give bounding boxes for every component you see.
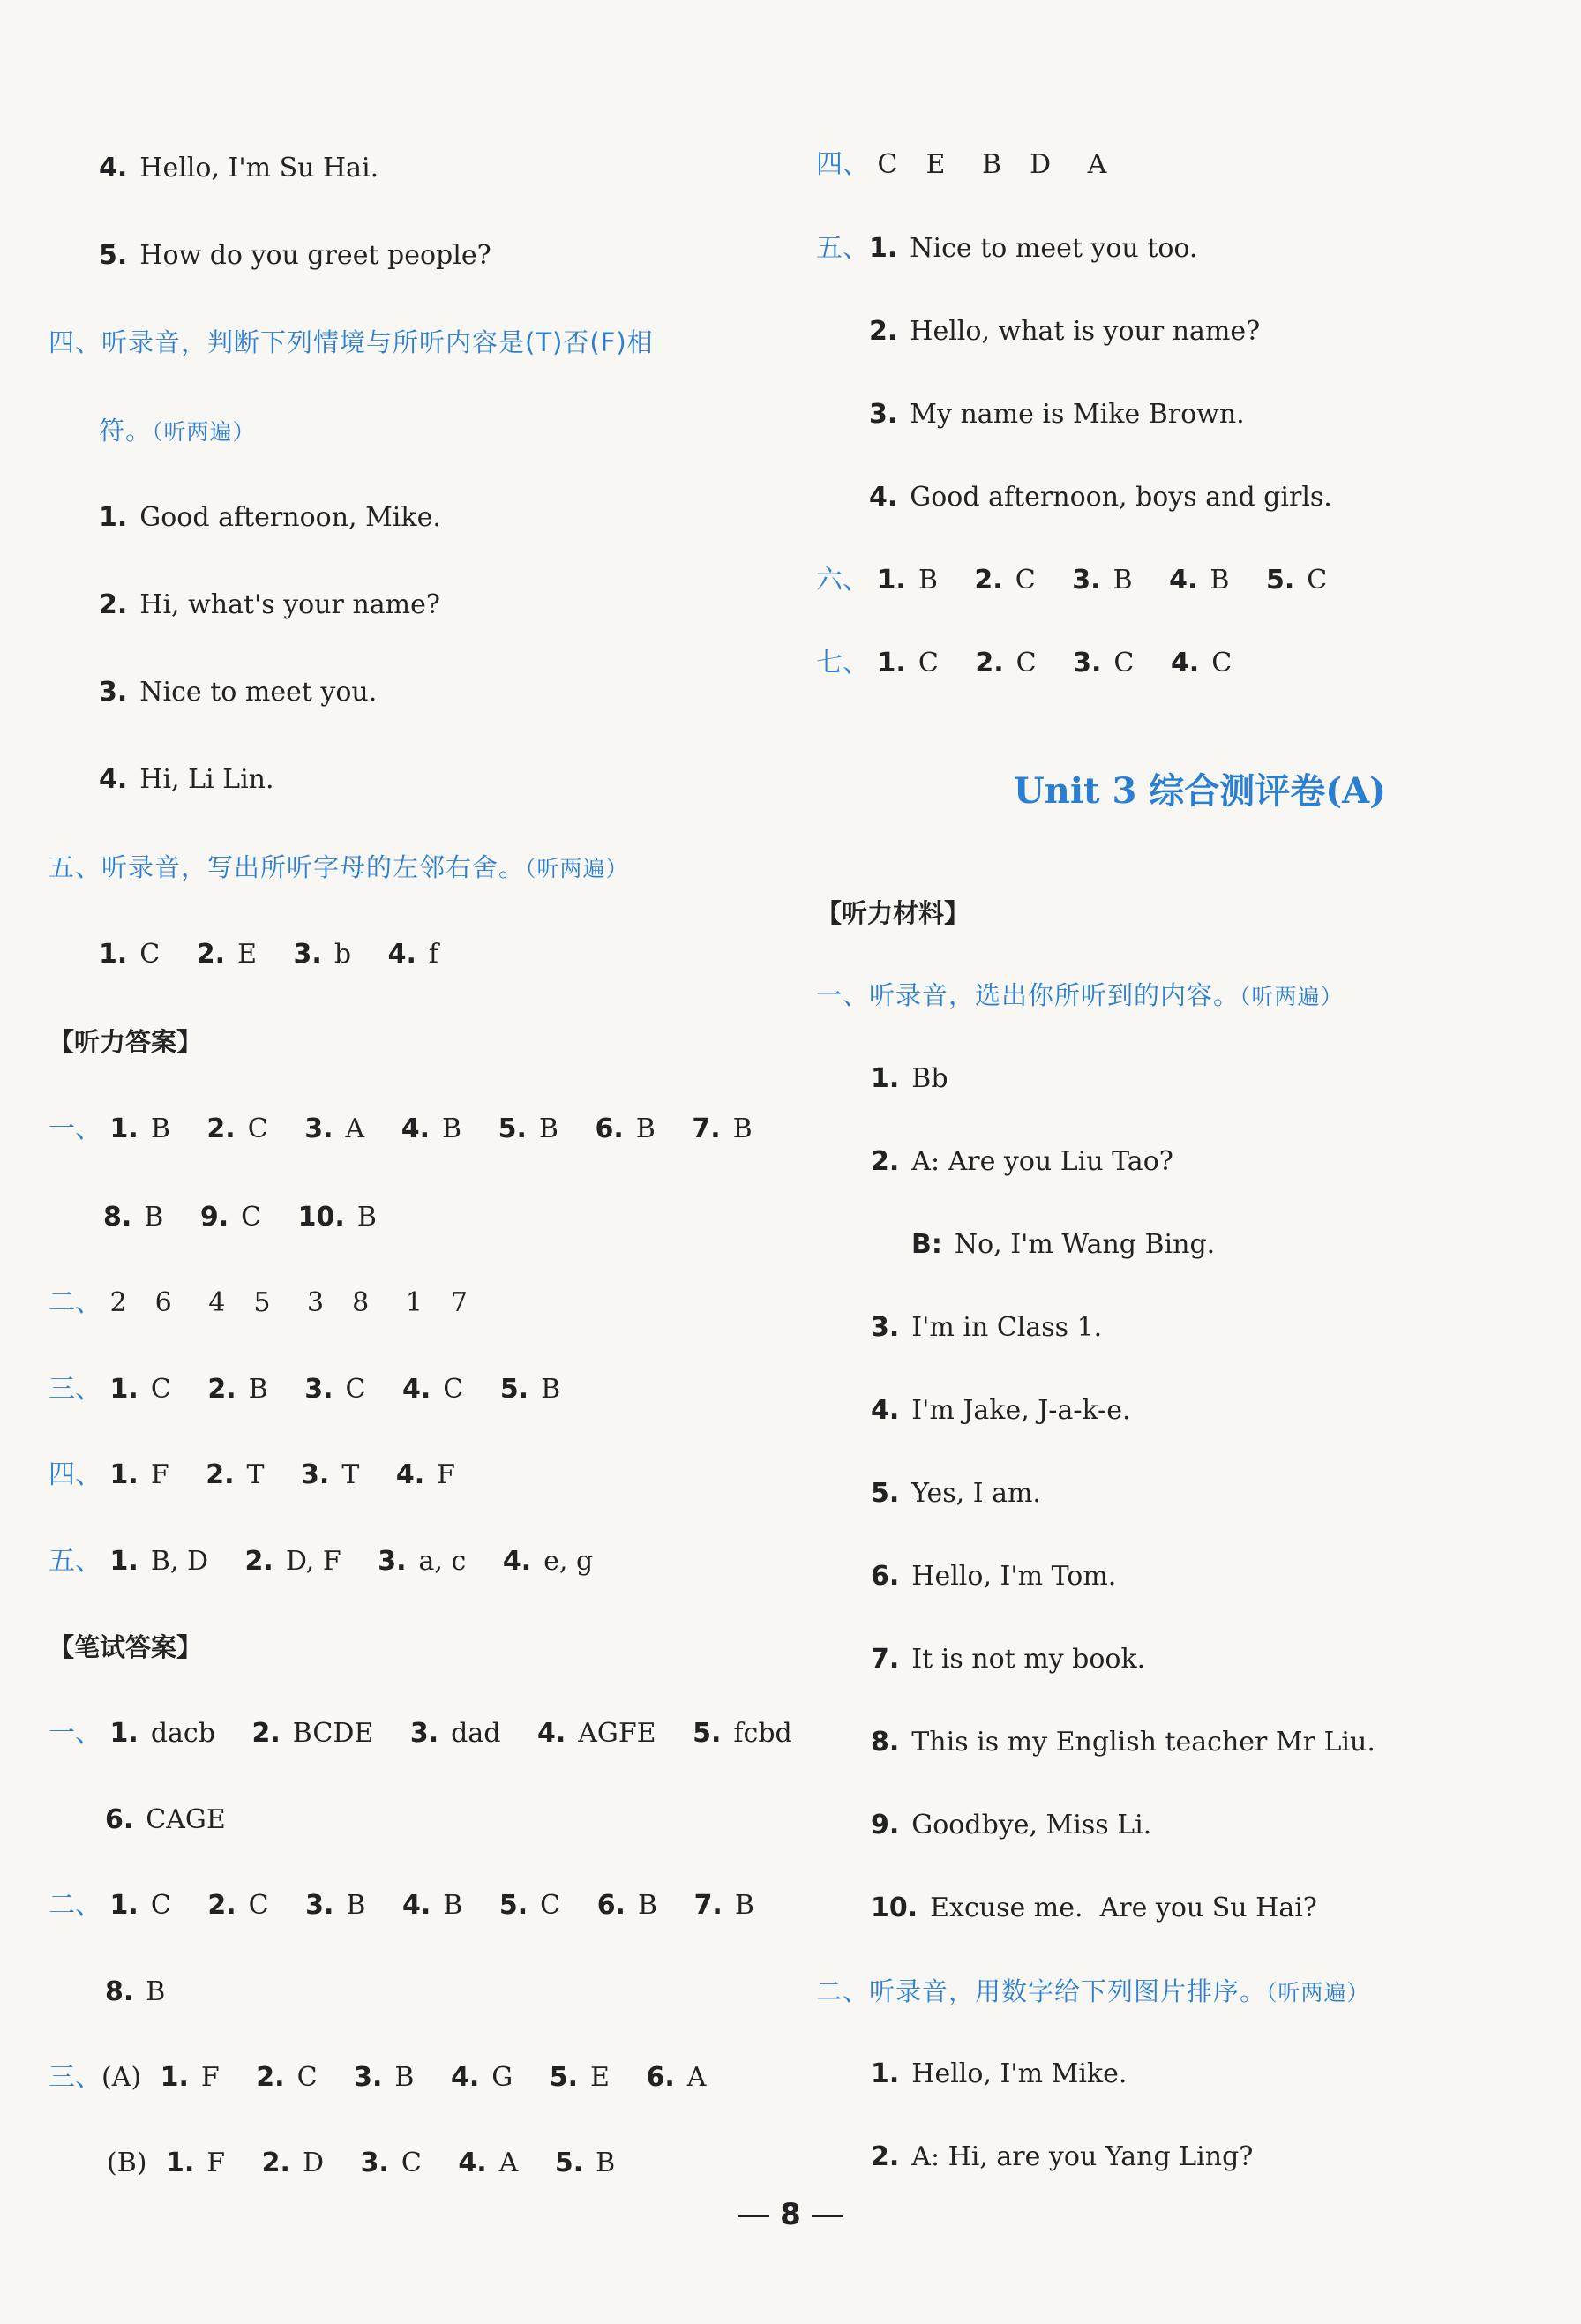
text-span: 2.: [871, 2141, 900, 2172]
text-span: 二、: [49, 1287, 101, 1318]
text-span: C: [443, 1374, 464, 1405]
text-span: 2.: [207, 1890, 236, 1921]
text-span: C: [918, 648, 939, 678]
text-span: C: [247, 1113, 268, 1144]
answer-row: [105, 1803, 254, 1838]
text-span: (A): [101, 2062, 142, 2093]
list-item: [871, 1808, 1151, 1843]
text-span: B: [248, 1374, 268, 1405]
text-span: F: [437, 1459, 455, 1490]
text-span: a, c: [418, 1546, 467, 1577]
text-span: 4.: [99, 153, 128, 184]
list-item: [871, 1725, 1375, 1760]
text-span: 2.: [196, 939, 226, 970]
text-span: 2.: [869, 316, 898, 347]
section-heading: [49, 850, 629, 887]
text-span: B:: [911, 1229, 942, 1260]
text-span: 1.: [109, 1113, 139, 1144]
text-span: Good afternoon, boys and girls.: [910, 482, 1332, 513]
text-span: （听两遍）: [1266, 1980, 1370, 2005]
text-span: B: [356, 1202, 377, 1233]
text-span: F: [200, 2062, 220, 2093]
text-span: 5.: [99, 240, 128, 271]
text-span: E: [925, 149, 946, 180]
text-span: B: [144, 1202, 164, 1233]
answer-row: [49, 2060, 734, 2095]
answer-row: [49, 1716, 820, 1751]
answer-row: [105, 1975, 193, 2010]
text-span: Hello, what is your name?: [910, 316, 1261, 347]
text-span: Hi, what's your name?: [139, 589, 440, 620]
text-span: 1.: [871, 2058, 900, 2089]
text-span: 1.: [166, 2148, 195, 2178]
text-span: B: [1210, 565, 1230, 596]
text-span: C: [1015, 648, 1037, 678]
text-span: B: [637, 1890, 658, 1921]
text-span: b: [333, 939, 352, 970]
text-span: B: [732, 1113, 753, 1144]
text-span: Hi, Li Lin.: [139, 764, 274, 795]
text-span: 3.: [293, 939, 322, 970]
text-span: 4.: [502, 1546, 532, 1577]
text-span: B: [394, 2062, 415, 2093]
text-span: 4.: [1170, 648, 1200, 678]
list-item: [871, 1061, 948, 1097]
text-span: 8.: [871, 1727, 900, 1758]
text-span: B: [150, 1113, 170, 1144]
text-span: 2.: [207, 1374, 236, 1405]
list-item: [871, 2057, 1127, 2092]
text-span: 2.: [975, 648, 1004, 678]
text-span: 10.: [297, 1202, 345, 1233]
text-span: f: [428, 939, 438, 970]
text-span: 6.: [646, 2062, 675, 2093]
text-span: 2.: [206, 1459, 235, 1490]
text-span: C: [139, 939, 161, 970]
list-item: [911, 1227, 1215, 1263]
text-span: Hello, I'm Su Hai.: [139, 153, 379, 184]
answer-row: [49, 1888, 783, 1923]
text-span: Nice to meet you too.: [910, 233, 1198, 264]
text-span: （听两遍）: [152, 419, 256, 445]
text-span: T: [246, 1459, 265, 1490]
text-span: A: [686, 2062, 707, 2093]
text-span: 五、: [816, 233, 869, 264]
text-span: 3.: [409, 1718, 439, 1749]
text-span: fcbd: [733, 1718, 792, 1749]
text-span: E: [590, 2062, 610, 2093]
text-span: 3.: [871, 1312, 900, 1343]
list-item: [816, 231, 1197, 266]
text-span: 1.: [871, 1063, 900, 1094]
text-span: 3.: [1073, 648, 1102, 678]
text-span: 1.: [877, 565, 906, 596]
list-item: [871, 1559, 1116, 1594]
dash-left: [738, 2215, 769, 2217]
text-span: B: [981, 149, 1002, 180]
text-span: dad: [451, 1718, 501, 1749]
list-item: [869, 397, 1245, 432]
text-span: 4.: [402, 1890, 431, 1921]
text-span: D: [1030, 149, 1052, 180]
text-span: B: [443, 1890, 463, 1921]
text-span: A: Hi, are you Yang Ling?: [911, 2141, 1254, 2172]
list-item: [871, 1891, 1317, 1926]
text-span: 4.: [387, 939, 416, 970]
text-span: 7.: [693, 1890, 723, 1921]
text-span: C: [540, 1890, 561, 1921]
text-span: 2.: [261, 2148, 290, 2178]
text-span: 8: [352, 1287, 370, 1318]
text-span: Goodbye, Miss Li.: [911, 1810, 1152, 1840]
section-heading: [816, 1974, 1370, 2011]
text-span: D, F: [285, 1546, 341, 1577]
text-span: I'm in Class 1.: [911, 1312, 1103, 1343]
answer-row: [107, 2146, 643, 2181]
text-span: T: [341, 1459, 360, 1490]
text-span: 2.: [251, 1718, 281, 1749]
text-span: 5.: [499, 1374, 529, 1405]
text-span: 七、: [816, 648, 869, 678]
text-span: 1.: [109, 1718, 139, 1749]
list-item: [99, 762, 274, 798]
text-span: A: [1087, 149, 1107, 180]
section-heading: 四、听录音，判断下列情境与所听内容是(T)否(F)相: [49, 327, 654, 357]
page-number: [0, 2197, 1581, 2232]
text-span: 4.: [402, 1374, 431, 1405]
text-span: 2.: [206, 1113, 236, 1144]
text-span: 9.: [871, 1810, 900, 1840]
text-span: 一、听录音，选出你所听到的内容。: [816, 980, 1240, 1010]
text-span: 3.: [354, 2062, 383, 2093]
text-span: C: [241, 1202, 262, 1233]
text-span: 9.: [199, 1202, 229, 1233]
list-item: [869, 480, 1332, 515]
section-heading: [816, 978, 1344, 1015]
text-span: 5.: [498, 1113, 527, 1144]
text-span: 五、: [49, 1546, 101, 1577]
text-span: 一、: [49, 1718, 101, 1749]
text-span: Hello, I'm Tom.: [911, 1561, 1117, 1592]
text-span: 5: [253, 1287, 271, 1318]
text-span: C: [345, 1374, 366, 1405]
text-span: CAGE: [146, 1804, 226, 1835]
text-span: 三、: [49, 2062, 101, 2093]
text-span: 1.: [109, 1459, 139, 1490]
text-span: 7: [450, 1287, 468, 1318]
text-span: 4.: [401, 1113, 430, 1144]
list-item: [99, 675, 377, 710]
text-span: BCDE: [292, 1718, 374, 1749]
text-span: 2.: [99, 589, 128, 620]
text-span: C: [877, 149, 898, 180]
text-span: 4.: [99, 764, 128, 795]
list-item: [871, 2140, 1253, 2175]
text-span: 3.: [1072, 565, 1101, 596]
text-span: It is not my book.: [911, 1644, 1146, 1675]
answer-row: [816, 563, 1355, 598]
unit-title: Unit 3 综合测评卷(A): [1013, 770, 1387, 812]
text-span: 1.: [109, 1890, 139, 1921]
text-span: 4.: [450, 2062, 480, 2093]
text-span: C: [1211, 648, 1233, 678]
text-span: B: [918, 565, 938, 596]
text-span: （听两遍）: [1240, 984, 1344, 1009]
text-span: 四、: [816, 149, 869, 180]
text-span: C: [248, 1890, 269, 1921]
text-span: 1.: [109, 1374, 139, 1405]
text-span: 6.: [595, 1113, 624, 1144]
text-span: B: [734, 1890, 754, 1921]
text-span: 4.: [869, 482, 898, 513]
text-span: B: [442, 1113, 462, 1144]
text-span: C: [1113, 648, 1135, 678]
text-span: B: [541, 1374, 561, 1405]
list-item: [99, 500, 441, 536]
list-item: [99, 238, 491, 274]
text-span: 3.: [378, 1546, 407, 1577]
text-span: No, I'm Wang Bing.: [954, 1229, 1216, 1260]
text-span: 2.: [244, 1546, 273, 1577]
answer-row: [49, 1372, 588, 1407]
text-span: 2: [109, 1287, 127, 1318]
text-span: 7.: [871, 1644, 900, 1675]
text-span: 1.: [99, 939, 128, 970]
text-span: AGFE: [578, 1718, 656, 1749]
text-span: B: [635, 1113, 656, 1144]
text-span: e, g: [543, 1546, 594, 1577]
text-span: 6.: [105, 1804, 134, 1835]
text-span: 3.: [99, 677, 128, 708]
text-span: 符。: [99, 416, 153, 446]
text-span: 4.: [536, 1718, 566, 1749]
text-span: 2.: [256, 2062, 285, 2093]
text-span: 4: [208, 1287, 226, 1318]
text-span: 二、听录音，用数字给下列图片排序。: [816, 1976, 1267, 2006]
text-span: B: [346, 1890, 366, 1921]
listening-answers-title: 【听力答案】: [49, 1027, 203, 1057]
text-span: 五、听录音，写出所听字母的左邻右舍。: [49, 852, 526, 882]
text-span: 4.: [871, 1395, 900, 1426]
text-span: 4.: [1169, 565, 1198, 596]
text-span: B, D: [150, 1546, 208, 1577]
text-span: 一、: [49, 1113, 101, 1144]
text-span: dacb: [150, 1718, 215, 1749]
text-span: Bb: [911, 1063, 948, 1094]
list-item: [869, 314, 1260, 349]
text-span: B: [146, 1976, 166, 2007]
text-span: 4.: [458, 2148, 487, 2178]
text-span: Excuse me. Are you Su Hai?: [930, 1893, 1317, 1923]
text-span: C: [1015, 565, 1036, 596]
text-span: 1.: [160, 2062, 189, 2093]
text-span: 3.: [301, 1459, 330, 1490]
text-span: 8.: [105, 1976, 134, 2007]
answer-row: [49, 1286, 496, 1321]
text-span: My name is Mike Brown.: [910, 399, 1245, 430]
text-span: C: [1307, 565, 1328, 596]
text-span: 8: [780, 2197, 801, 2232]
written-answers-title: 【笔试答案】: [49, 1632, 203, 1662]
listening-material-title: 【听力材料】: [816, 898, 970, 928]
text-span: (B): [107, 2148, 147, 2178]
dash-right: [812, 2215, 843, 2217]
text-span: 6.: [596, 1890, 626, 1921]
text-span: This is my English teacher Mr Liu.: [911, 1727, 1375, 1758]
list-item: [99, 151, 378, 186]
text-span: （听两遍）: [525, 856, 629, 881]
section-heading-cont: [99, 413, 256, 450]
list-item: [871, 1476, 1041, 1511]
list-item: [99, 588, 440, 623]
text-span: A: Are you Liu Tao?: [911, 1146, 1173, 1177]
text-span: 5.: [693, 1718, 722, 1749]
text-span: 2.: [974, 565, 1003, 596]
text-span: 3.: [304, 1113, 333, 1144]
text-span: 1.: [99, 502, 128, 533]
text-span: 5.: [554, 2148, 584, 2178]
answer-row: [816, 646, 1260, 681]
text-span: 1.: [869, 233, 898, 264]
text-span: 3.: [304, 1374, 333, 1405]
list-item: [871, 1642, 1145, 1677]
text-span: B: [538, 1113, 558, 1144]
text-span: G: [491, 2062, 513, 2093]
text-span: 6: [154, 1287, 172, 1318]
text-span: 5.: [1265, 565, 1295, 596]
text-span: 8.: [103, 1202, 132, 1233]
text-span: 3.: [305, 1890, 334, 1921]
text-span: 3: [307, 1287, 325, 1318]
text-span: 1.: [109, 1546, 139, 1577]
list-item: [871, 1310, 1102, 1346]
text-span: C: [401, 2148, 422, 2178]
text-span: C: [296, 2062, 318, 2093]
text-span: C: [150, 1374, 171, 1405]
answer-row: [49, 1112, 781, 1147]
text-span: 5.: [549, 2062, 579, 2093]
text-span: I'm Jake, J-a-k-e.: [911, 1395, 1131, 1426]
text-span: 5.: [871, 1478, 900, 1509]
answer-row: [103, 1200, 405, 1235]
answer-row: [49, 1544, 621, 1579]
list-item: [871, 1393, 1131, 1428]
list-item: [871, 1144, 1173, 1180]
text-span: Yes, I am.: [911, 1478, 1041, 1509]
text-span: 10.: [871, 1893, 918, 1923]
answer-row: [816, 147, 1135, 183]
text-span: 六、: [816, 565, 869, 596]
text-span: Nice to meet you.: [139, 677, 378, 708]
text-span: Hello, I'm Mike.: [911, 2058, 1128, 2089]
answer-row: [49, 1458, 483, 1493]
text-span: 3.: [360, 2148, 389, 2178]
text-span: 四、: [49, 1459, 101, 1490]
text-span: 1.: [877, 648, 906, 678]
text-span: Good afternoon, Mike.: [139, 502, 441, 533]
text-span: C: [150, 1890, 171, 1921]
text-span: 三、: [49, 1374, 101, 1405]
text-span: B: [1113, 565, 1133, 596]
text-span: D: [302, 2148, 325, 2178]
text-span: 3.: [869, 399, 898, 430]
text-span: 4.: [395, 1459, 425, 1490]
text-span: 5.: [498, 1890, 528, 1921]
text-span: F: [150, 1459, 169, 1490]
text-span: F: [206, 2148, 226, 2178]
answer-row: [99, 937, 467, 972]
text-span: 7.: [692, 1113, 721, 1144]
text-span: A: [498, 2148, 519, 2178]
text-span: 6.: [871, 1561, 900, 1592]
text-span: 1: [405, 1287, 423, 1318]
text-span: B: [596, 2148, 616, 2178]
text-span: E: [237, 939, 257, 970]
text-span: 二、: [49, 1890, 101, 1921]
text-span: How do you greet people?: [139, 240, 491, 271]
text-span: 2.: [871, 1146, 900, 1177]
text-span: A: [345, 1113, 365, 1144]
